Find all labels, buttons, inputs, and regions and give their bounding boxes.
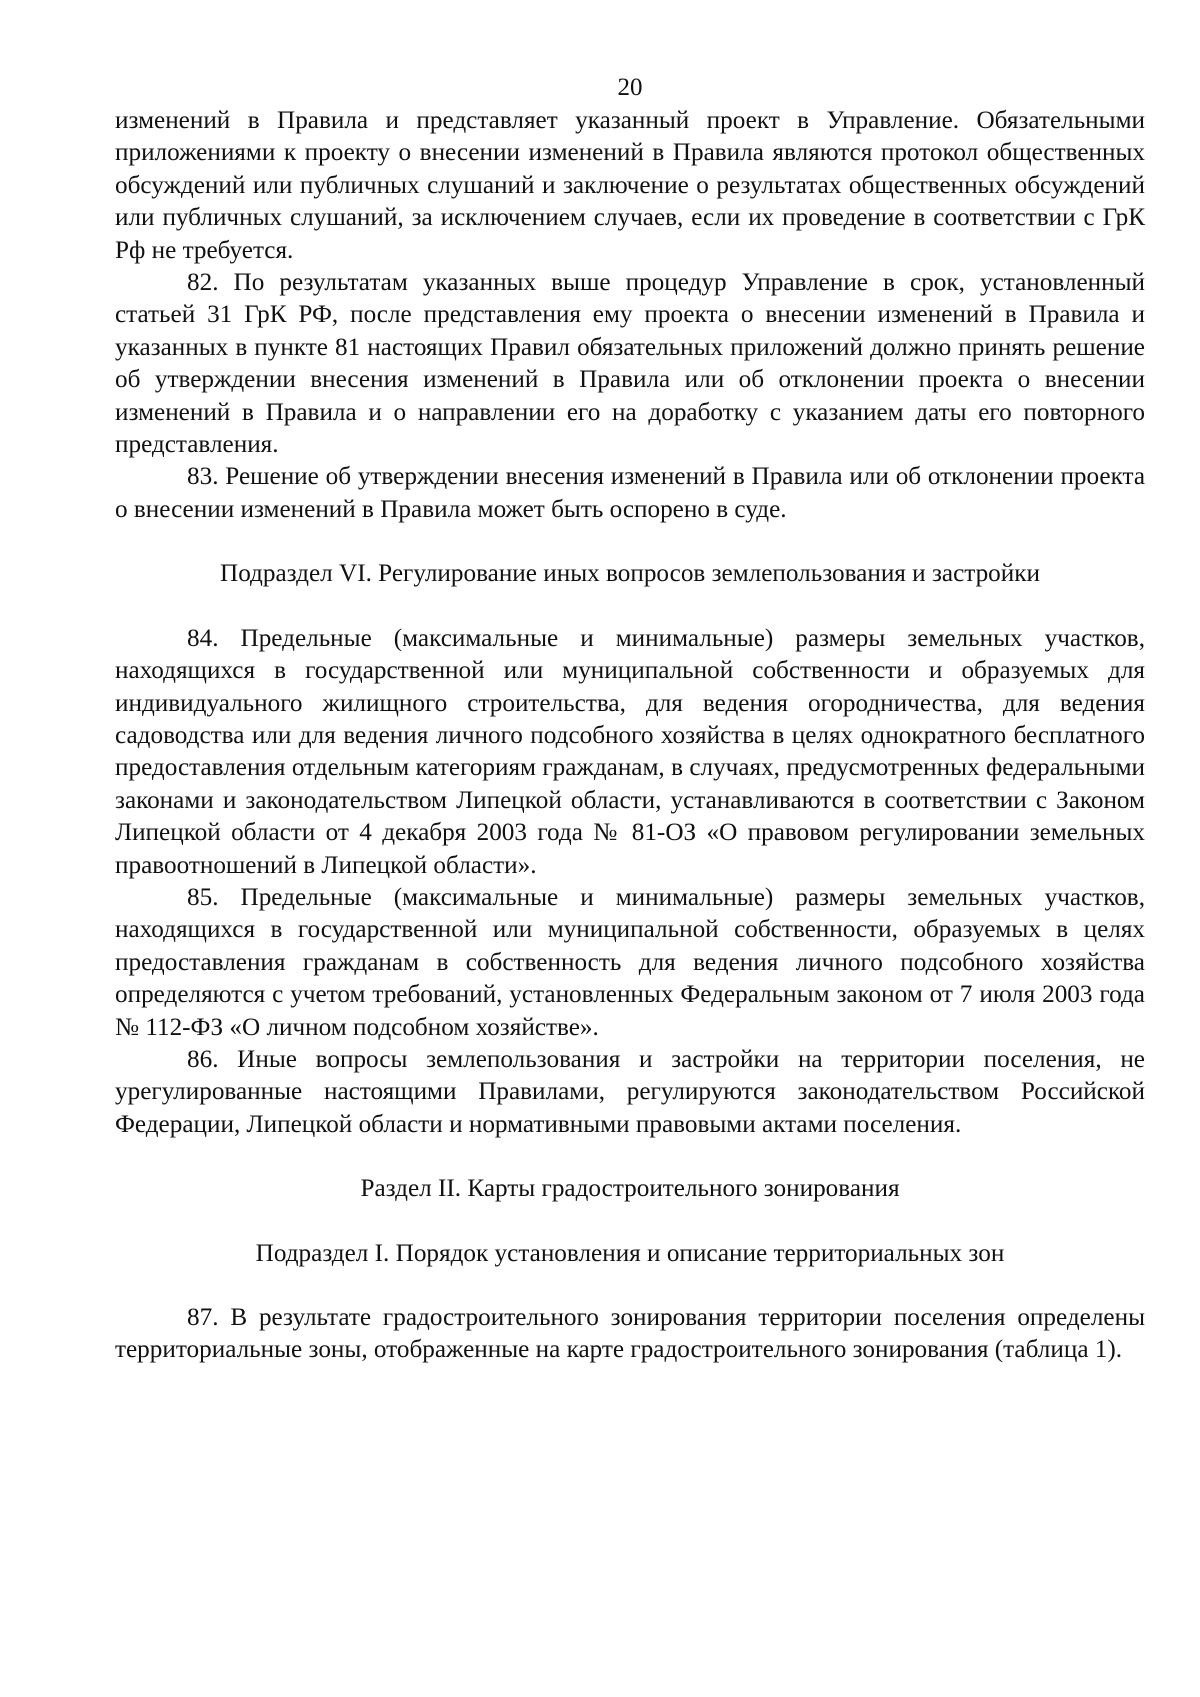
paragraph-84: 84. Предельные (максимальные и минимальные) размеры земельных участков, находящихся в государственной или муниципальной собственности и образуемых для индивидуального жилищного строительства, для ведения огородничества, для ведения садоводства или для ведения личного подсобного хозяйства в целях однократного бесплатного предоставления отдельным категориям гражданам, в случаях, предусмотренных федеральными законами и законодательством Липецкой области, устанавливаются в соответствии с Законом Липецкой области от 4 декабря 2003 года № 81-ОЗ «О правовом регулировании земельных правоотношений в Липецкой области». xyxy=(115,624,1145,879)
paragraph-85: 85. Предельные (максимальные и минимальные) размеры земельных участков, находящихся в государственной или муниципальной собственности, образуемых в целях предоставления гражданам в собственность для ведения личного подсобного хозяйства определяются с учетом требований, установленных Федеральным законом от 7 июля 2003 года № 112-ФЗ «О личном подсобном хозяйстве». xyxy=(115,883,1145,1041)
section-heading-ii: Раздел II. Карты градостроительного зонирования xyxy=(360,1175,900,1203)
spacer xyxy=(115,1141,1145,1173)
document-page xyxy=(115,72,1145,1367)
spacer xyxy=(115,1206,1145,1238)
paragraph-83: 83. Решение об утверждении внесения изменений в Правила или об отклонении проекта о внесении изменений в Правила может быть оспорено в суде. xyxy=(115,463,1145,523)
subsection-heading-vi: Подраздел VI. Регулирование иных вопросов землепользования и застройки xyxy=(220,560,1040,588)
paragraph-82: 82. По результатам указанных выше процедур Управление в срок, установленный статьей 31 ГрК РФ, после представления ему проекта о внесении изменений в Правила и указанных в пункте 81 настоящих Правил обязательных приложений должно принять решение об утверждении внесения изменений в Правила или об отклонении проекта о внесении изменений в Правила и о направлении его на доработку с указанием даты его повторного представления. xyxy=(115,269,1145,459)
page-number: 20 xyxy=(617,74,643,101)
subsection-heading-i: Подраздел I. Порядок установления и описание территориальных зон xyxy=(255,1239,1005,1267)
paragraph-81-continued: изменений в Правила и представляет указанный проект в Управление. Обязательными приложениями к проекту о внесении изменений в Правила являются протокол общественных обсуждений или публичных слушаний и заключение о результатах общественных обсуждений или публичных слушаний, за исключением случаев, если их проведение в соответствии с ГрК Рф не требуется. xyxy=(115,107,1145,264)
spacer xyxy=(115,526,1145,558)
paragraph-87: 87. В результате градостроительного зонирования территории поселения определены территориальные зоны, отображенные на карте градостроительного зонирования (таблица 1). xyxy=(115,1304,1145,1364)
spacer xyxy=(115,591,1145,623)
spacer xyxy=(115,1270,1145,1302)
paragraph-86: 86. Иные вопросы землепользования и застройки на территории поселения, не урегулированные настоящими Правилами, регулируются законодательством Российской Федерации, Липецкой области и нормативными правовыми актами поселения. xyxy=(115,1045,1145,1138)
